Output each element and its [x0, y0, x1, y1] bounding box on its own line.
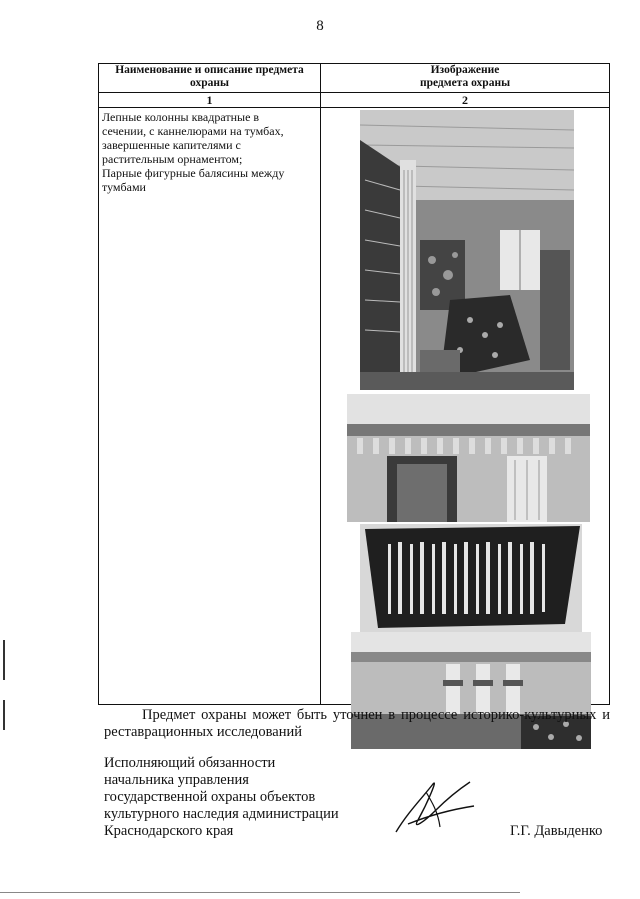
header-description — [99, 64, 321, 93]
header-description-line-1: Наименование и описание предмета — [115, 64, 304, 76]
signatory-line: государственной охраны объектов — [104, 789, 316, 805]
signatory-line: начальника управления — [104, 772, 249, 788]
description-cell — [99, 108, 321, 705]
signatory-line: культурного наследия администрации — [104, 806, 339, 822]
column-number-row — [99, 93, 610, 108]
bookshelf-photo — [360, 524, 582, 632]
column-number-2: 2 — [321, 93, 610, 108]
signatory-line: Исполняющий обязанности — [104, 755, 276, 771]
description-line: тумбами — [102, 180, 146, 194]
signatory-name: Г.Г. Давыденко — [510, 823, 603, 839]
margin-mark — [3, 700, 5, 730]
column-number-1: 1 — [99, 93, 321, 108]
header-description-line-2: охраны — [190, 77, 229, 89]
description-line: завершенные капителями с — [102, 138, 241, 152]
protection-table — [98, 63, 610, 705]
table-row — [99, 108, 610, 705]
header-image-line-2: предмета охраны — [419, 77, 511, 89]
table-header-row — [99, 64, 610, 93]
signatory-line: Краснодарского края — [104, 823, 234, 839]
page-number: 8 — [316, 18, 324, 34]
description-line: Лепные колонны квадратные в — [102, 110, 260, 124]
description-line: Парные фигурные балясины между — [102, 166, 285, 180]
protection-note: Предмет охраны может быть уточнен в процессе историко-культурных и реставрационных исследований — [104, 707, 610, 740]
interior-photo — [360, 110, 574, 390]
description-line: сечении, с каннелюрами на тумбах, — [102, 124, 284, 138]
signatory-title — [104, 755, 339, 840]
margin-mark — [3, 640, 5, 680]
column-capital-photo — [347, 394, 590, 522]
description-line: растительным орнаментом; — [102, 152, 243, 166]
image-cell — [321, 108, 610, 705]
divider — [0, 892, 520, 893]
header-image-line-1: Изображение — [430, 64, 500, 76]
header-image — [321, 64, 610, 93]
handwritten-signature — [388, 772, 478, 847]
